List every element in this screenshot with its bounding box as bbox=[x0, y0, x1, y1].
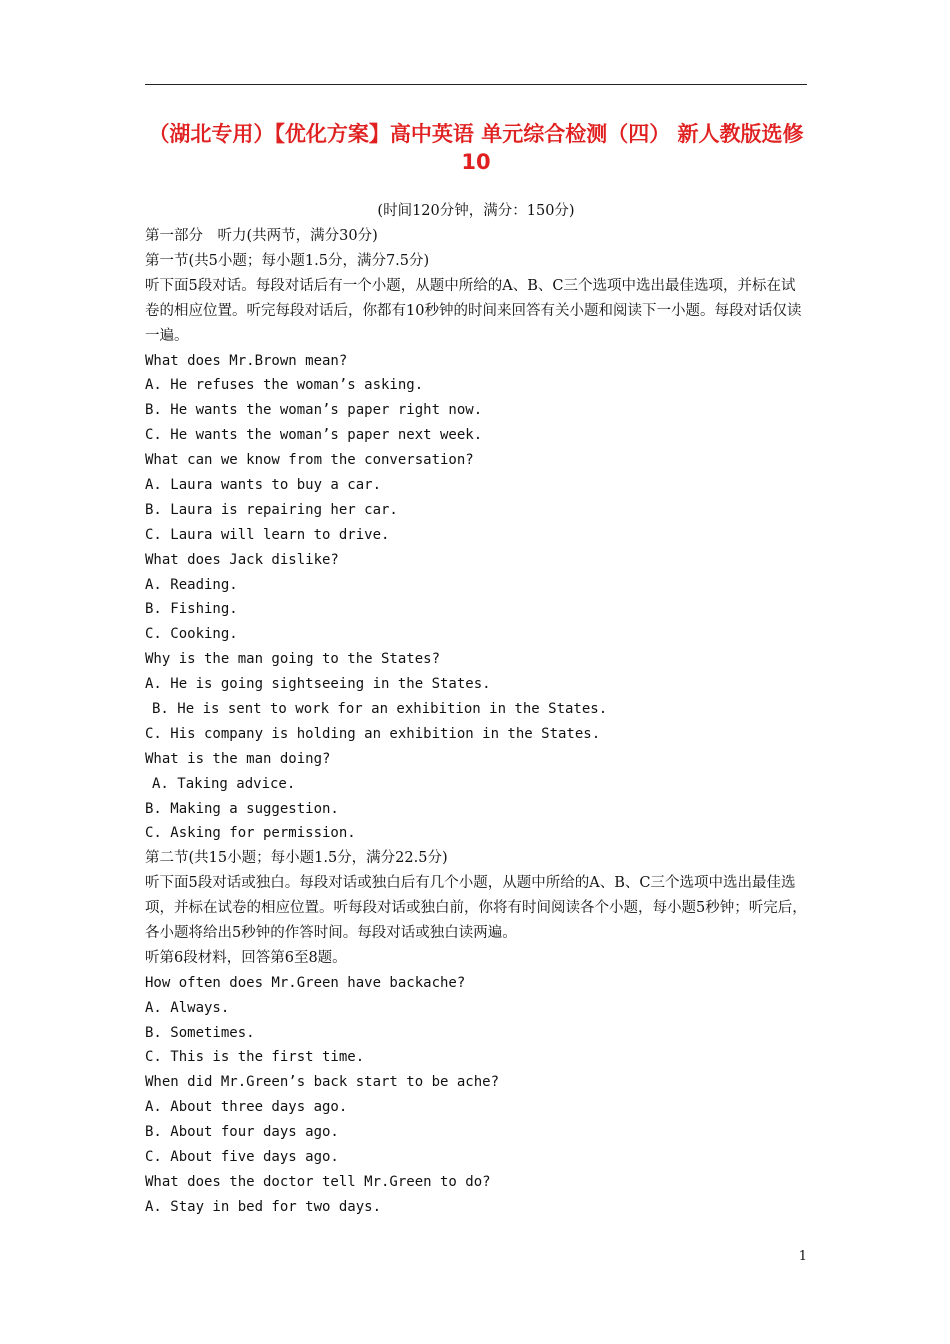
question-stem: Why is the man going to the States? bbox=[145, 651, 441, 668]
question-stem: How often does Mr.Green have backache? bbox=[145, 974, 466, 991]
option-a: A. Reading. bbox=[145, 576, 238, 593]
option-c: C. Asking for permission. bbox=[145, 825, 356, 842]
part-heading: 第一部分 听力(共两节，满分30分) bbox=[145, 228, 378, 244]
document-body bbox=[145, 224, 807, 1220]
question-stem: What does Mr.Brown mean? bbox=[145, 352, 348, 369]
option-b: B. Sometimes. bbox=[145, 1024, 255, 1041]
option-c: C. His company is holding an exhibition in the States. bbox=[145, 725, 601, 742]
option-c: C. He wants the woman’s paper next week. bbox=[145, 427, 483, 444]
option-b: B. About four days ago. bbox=[145, 1124, 339, 1141]
question-stem: What can we know from the conversation? bbox=[145, 452, 474, 469]
option-c: C. About five days ago. bbox=[145, 1149, 339, 1166]
header-rule bbox=[145, 84, 807, 85]
option-a: A. Laura wants to buy a car. bbox=[145, 476, 382, 493]
question-stem: When did Mr.Green’s back start to be ache? bbox=[145, 1074, 500, 1091]
question-stem: What does Jack dislike? bbox=[145, 551, 339, 568]
option-a: A. He is going sightseeing in the States. bbox=[145, 676, 491, 693]
document-title: （湖北专用）【优化方案】高中英语 单元综合检测（四） 新人教版选修10 bbox=[148, 122, 804, 174]
exam-time-score: (时间120分钟，满分：150分) bbox=[377, 203, 575, 219]
option-c: C. This is the first time. bbox=[145, 1049, 365, 1066]
option-a: A. Taking advice. bbox=[152, 775, 296, 792]
material-heading: 听第6段材料，回答第6至8题。 bbox=[145, 949, 347, 966]
option-a: A. Always. bbox=[145, 999, 230, 1016]
question-stem: What is the man doing? bbox=[145, 750, 331, 767]
option-b: B. He wants the woman’s paper right now. bbox=[145, 402, 483, 419]
section-heading: 第二节(共15小题；每小题1.5分，满分22.5分) bbox=[145, 850, 448, 867]
page-number: 1 bbox=[798, 1249, 807, 1264]
section-instructions: 听下面5段对话。每段对话后有一个小题，从题中所给的A、B、C三个选项中选出最佳选项，并标在试卷的相应位置。听完每段对话后，你都有10秒钟的时间来回答有关小题和阅读下一小题。每段对话仅读一遍。 bbox=[145, 277, 802, 344]
option-b: B. He is sent to work for an exhibition in the States. bbox=[152, 700, 608, 717]
option-b: B. Making a suggestion. bbox=[145, 800, 339, 817]
option-a: A. He refuses the woman’s asking. bbox=[145, 377, 424, 394]
section-heading: 第一节(共5小题；每小题1.5分，满分7.5分) bbox=[145, 252, 430, 269]
option-c: C. Laura will learn to drive. bbox=[145, 526, 390, 543]
option-a: A. Stay in bed for two days. bbox=[145, 1198, 382, 1215]
option-b: B. Fishing. bbox=[145, 601, 238, 618]
question-stem: What does the doctor tell Mr.Green to do? bbox=[145, 1173, 491, 1190]
section-instructions: 听下面5段对话或独白。每段对话或独白后有几个小题，从题中所给的A、B、C三个选项中选出最佳选项，并标在试卷的相应位置。听每段对话或独白前，你将有时间阅读各个小题，每小题5秒钟；听完后，各小题将给出5秒钟的作答时间。每段对话或独白读两遍。 bbox=[145, 875, 807, 942]
option-c: C. Cooking. bbox=[145, 626, 238, 643]
option-b: B. Laura is repairing her car. bbox=[145, 501, 398, 518]
option-a: A. About three days ago. bbox=[145, 1099, 348, 1116]
